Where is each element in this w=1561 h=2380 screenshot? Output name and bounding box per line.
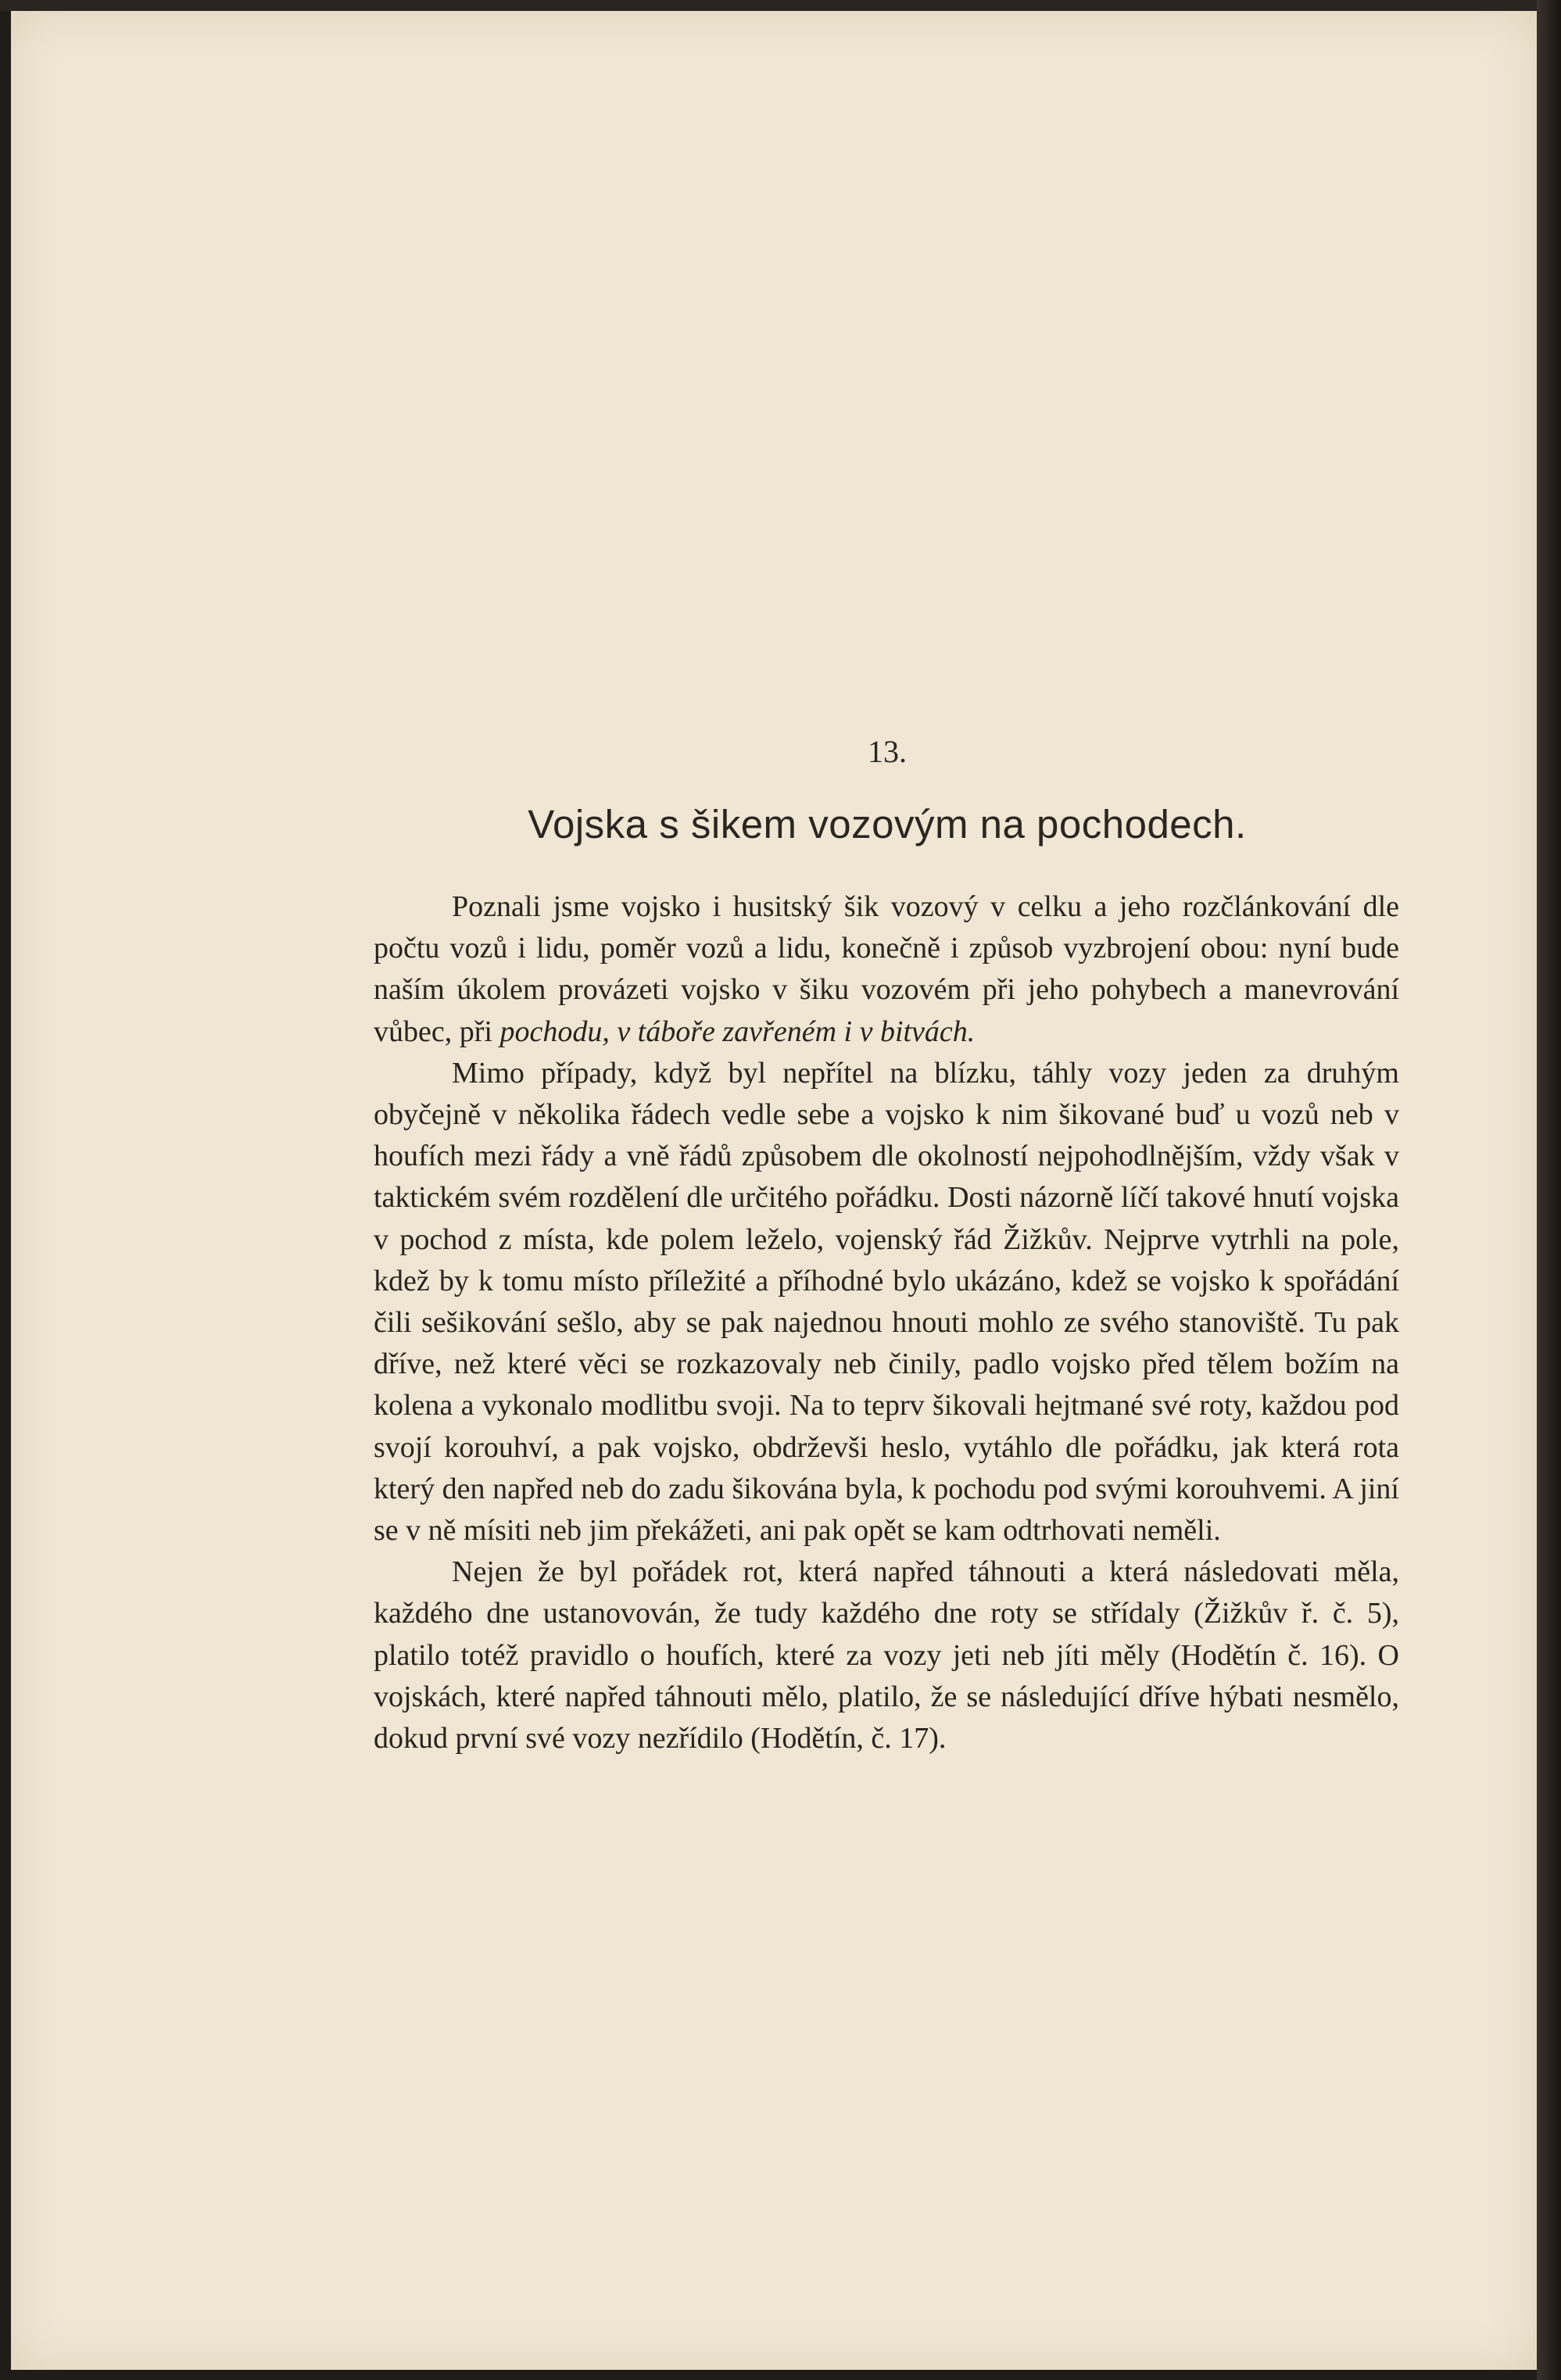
paragraph-3-text: Nejen že byl pořádek rot, která napřed táhnouti a která následovati měla, každého dne ustanovován, že tudy každého dne roty se střídaly (Žižkův ř. č. 5), platilo totéž pravidlo o houfích, které za vozy jeti neb jíti měly (Hodětín č. 16). O vojskách, které napřed táhnouti mělo, platilo, že se následující dříve hýbati nesmělo, dokud první své vozy nezřídilo (Hodětín, č. 17). [374, 1555, 1399, 1755]
chapter-number: 13. [868, 734, 907, 769]
body-text [374, 886, 1399, 1759]
scan-right-edge [1537, 0, 1561, 2380]
paragraph-1-italic: pochodu, v táboře zavřeném i v bitvách. [499, 1015, 976, 1048]
paragraph-2-text: Mimo případy, když byl nepřítel na blízku, táhly vozy jeden za druhým obyčejně v několika řádech vedle sebe a vojsko k nim šikované buď u vozů neb v houfích mezi řády a vně řádů způsobem dle okolností nejpohodlnějším, vždy však v taktickém svém rozdělení dle určitého pořádku. Dosti názorně líčí takové hnutí vojska v pochod z místa, kde polem leželo, vojenský řád Žižkův. Nejprve vytrhli na pole, kdež by k tomu místo příležité a příhodné bylo ukázáno, kdež se vojsko k spořádání čili sešikování sešlo, aby se pak najednou hnouti mohlo ze svého stanoviště. Tu pak dříve, než které věci se rozkazovaly neb činily, padlo vojsko před tělem božím na kolena a vykonalo modlitbu svoji. Na to teprv šikovali hejtmané své roty, každou pod svojí korouhví, a pak vojsko, obdrževši heslo, vytáhlo dle pořádku, jak která rota který den napřed neb do zadu šikována byla, k pochodu pod svými korouhvemi. A jiní se v ně mísiti neb jim překážeti, ani pak opět se kam odtrhovati neměli. [374, 1056, 1399, 1548]
scan-top-edge [0, 0, 1561, 11]
paragraph-3 [374, 1551, 1399, 1759]
chapter-title: Vojska s šikem vozovým na pochodech. [528, 802, 1247, 846]
paragraph-1-text: Poznali jsme vojsko i husitský šik vozový v celku a jeho rozčlánkování dle počtu vozů i lidu, poměr vozů a lidu, konečně i způsob vyzbrojení obou: nyní bude naším úkolem provázeti vojsko v šiku vozovém při jeho pohybech a manevrování vůbec, při [374, 890, 1399, 1048]
paragraph-2 [374, 1053, 1399, 1551]
paragraph-1 [374, 886, 1399, 1053]
